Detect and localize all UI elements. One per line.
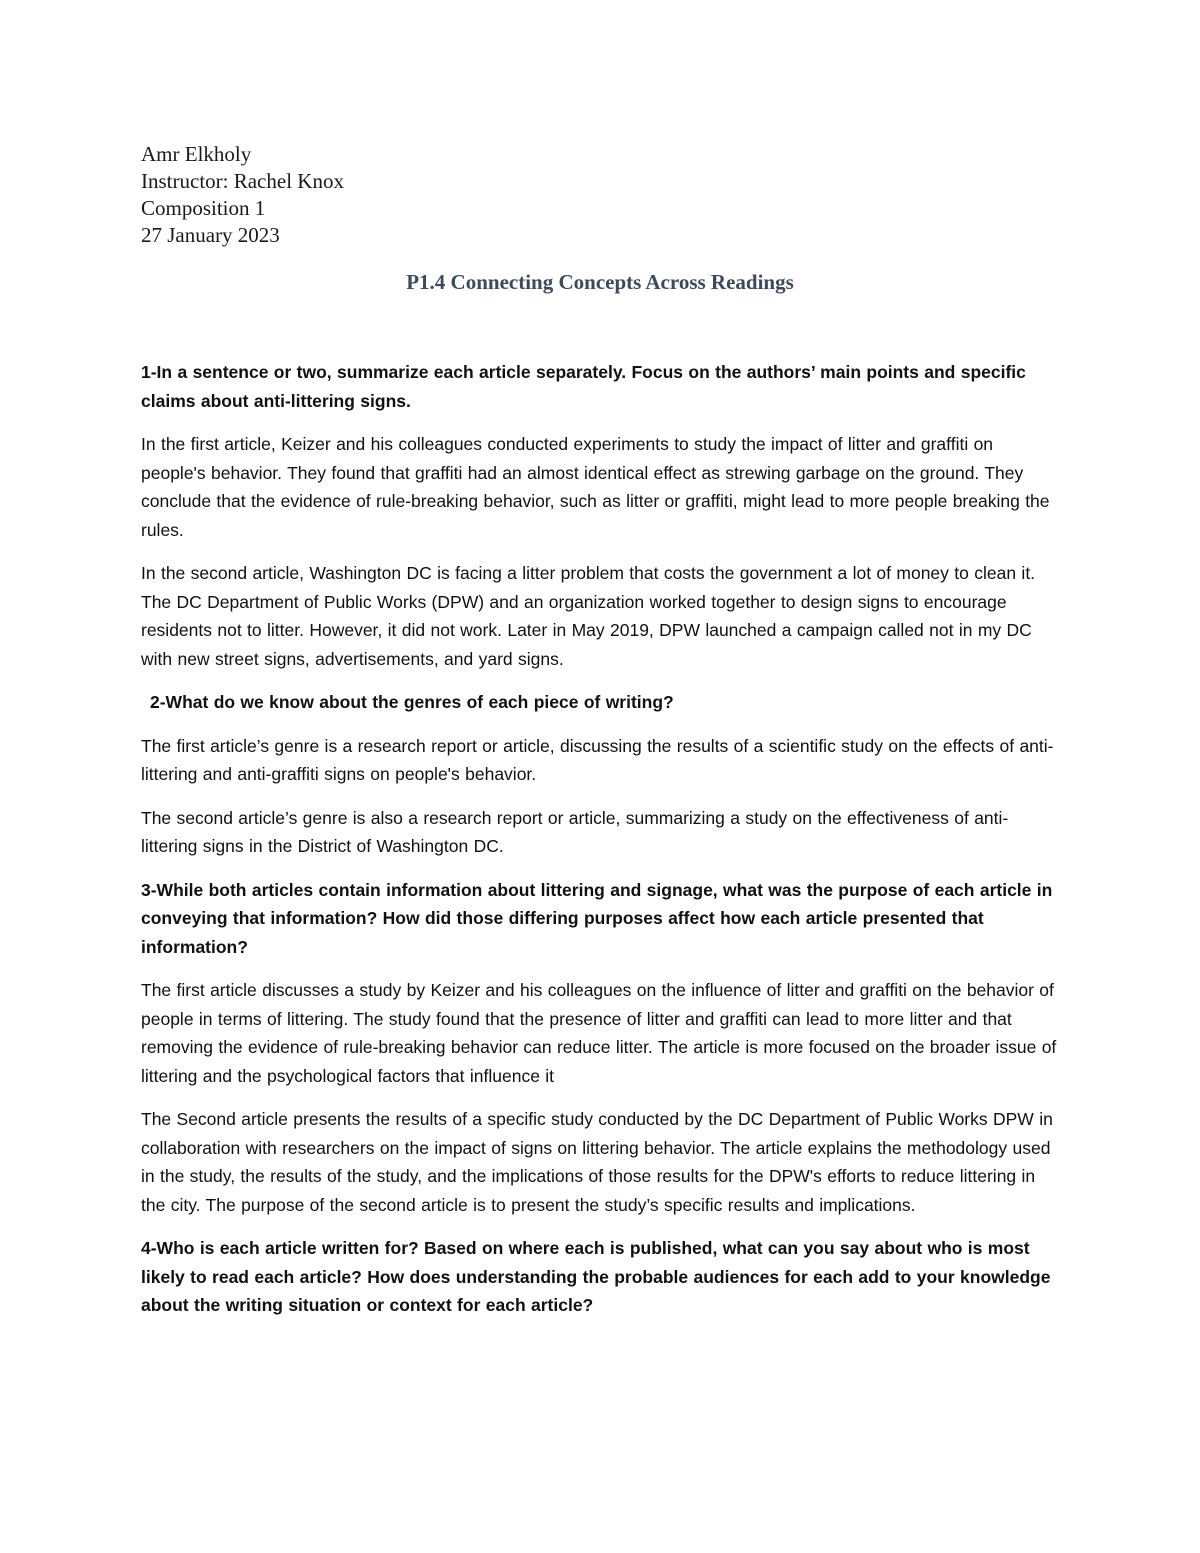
question-4: 4-Who is each article written for? Based on where each is published, what can you say about who is most likely to read each article? How does understanding the probable audiences for each add to your knowledge about the writing situation or context for each article? [141, 1238, 1051, 1315]
instructor-line: Instructor: Rachel Knox [141, 169, 344, 193]
date-line: 27 January 2023 [141, 223, 280, 247]
answer-2-paragraph-2: The second article’s genre is also a research report or article, summarizing a study on the effectiveness of anti-littering signs in the District of Washington DC. [141, 807, 1009, 856]
question-2: 2-What do we know about the genres of each piece of writing? [150, 692, 674, 712]
author-name: Amr Elkholy [141, 142, 252, 166]
answer-1-paragraph-1: In the first article, Keizer and his colleagues conducted experiments to study the impact of litter and graffiti on people's behavior. They found that graffiti had an almost identical effect as strewing garbage on the ground. They conclude that the evidence of rule-breaking behavior, such as litter or graffiti, might lead to more people breaking the rules. [141, 434, 1050, 540]
header-block [141, 141, 344, 249]
answer-3-paragraph-2: The Second article presents the results of a specific study conducted by the DC Department of Public Works DPW in collaboration with researchers on the impact of signs on littering behavior. The article explains the methodology used in the study, the results of the study, and the implications of those results for the DPW's efforts to reduce littering in the city. The purpose of the second article is to present the study’s specific results and implications. [141, 1109, 1053, 1215]
document-body [141, 358, 1061, 1335]
answer-1-paragraph-2: In the second article, Washington DC is facing a litter problem that costs the government a lot of money to clean it. The DC Department of Public Works (DPW) and an organization worked together to design signs to encourage residents not to litter. However, it did not work. Later in May 2019, DPW launched a campaign called not in my DC with new street signs, advertisements, and yard signs. [141, 563, 1036, 669]
course-line: Composition 1 [141, 196, 266, 220]
document-title: P1.4 Connecting Concepts Across Readings [406, 270, 794, 294]
question-1: 1-In a sentence or two, summarize each article separately. Focus on the authors’ main points and specific claims about anti-littering signs. [141, 362, 1026, 411]
answer-2-paragraph-1: The first article’s genre is a research report or article, discussing the results of a scientific study on the effects of anti-littering and anti-graffiti signs on people's behavior. [141, 735, 1054, 784]
question-3: 3-While both articles contain information about littering and signage, what was the purpose of each article in conveying that information? How did those differing purposes affect how each article presented that information? [141, 879, 1053, 957]
answer-3-paragraph-1: The first article discusses a study by Keizer and his colleagues on the influence of litter and graffiti on the behavior of people in terms of littering. The study found that the presence of litter and graffiti can lead to more litter and that removing the evidence of rule-breaking behavior can reduce litter. The article is more focused on the broader issue of littering and the psychological factors that influence it [141, 980, 1057, 1086]
